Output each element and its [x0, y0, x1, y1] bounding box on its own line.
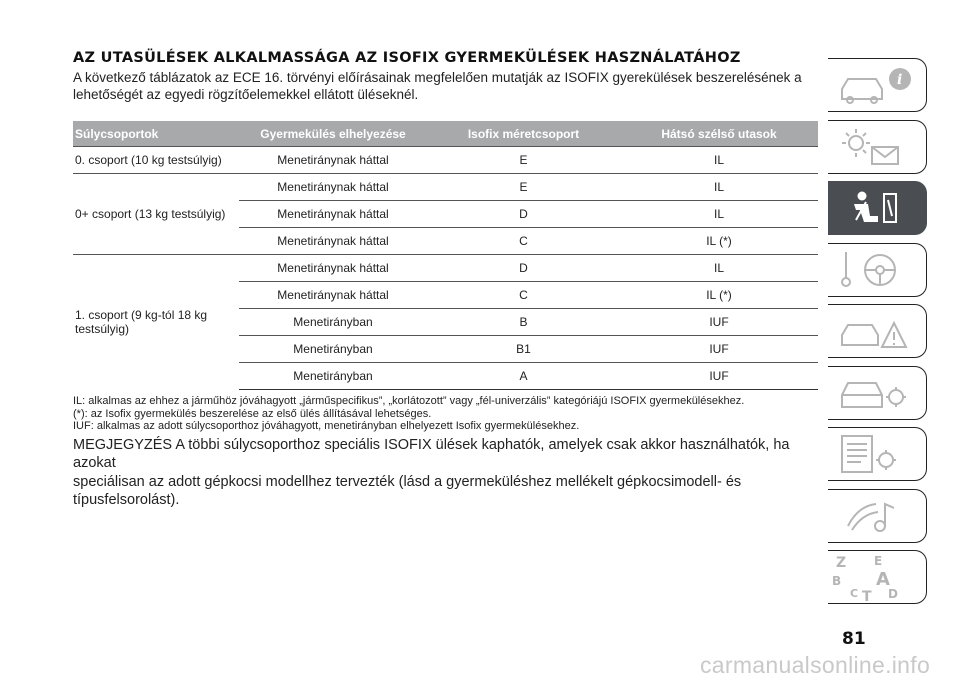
- rear-outer-cell: IL: [620, 255, 818, 282]
- seat-position-cell: Menetiránynak háttal: [239, 201, 427, 228]
- index-letter-z: Z: [836, 555, 847, 571]
- rear-outer-cell: IL: [620, 147, 818, 174]
- page-number: 81: [842, 629, 866, 649]
- table-header-row: [73, 121, 818, 147]
- tab-emergency[interactable]: [828, 304, 927, 358]
- isofix-size-cell: B: [427, 309, 620, 336]
- seat-safety-icon: [828, 182, 926, 234]
- tab-maintenance[interactable]: [828, 366, 927, 420]
- table-notes: [73, 395, 818, 433]
- intro-line-1: A következő táblázatok az ECE 16. törvényi előírásainak megfelelően mutatják az ISOFIX gyerekülések beszerelésének a: [73, 70, 802, 85]
- weight-group-1-line-2: testsúlyig): [75, 322, 130, 337]
- tab-technical-data[interactable]: [828, 427, 927, 481]
- note-il: IL: alkalmas az ehhez a járműhöz jóváhagyott „járműspecifikus”, „korlátozott” vagy „fél-univerzális” kategóriájú ISOFIX gyermekülésekhez.: [73, 395, 745, 407]
- seat-position-cell: Menetiránynak háttal: [239, 255, 427, 282]
- isofix-size-cell: E: [427, 174, 620, 201]
- intro-line-2: lehetőségét az egyedi rögzítőelemekkel ellátott üléseknél.: [73, 87, 419, 102]
- svg-text:i: i: [897, 72, 903, 88]
- index-letter-a: A: [876, 569, 890, 590]
- isofix-size-cell: D: [427, 201, 620, 228]
- note-iuf: IUF: alkalmas az adott súlycsoporthoz jóváhagyott, menetirányban elhelyezett Isofix gyermekülésekhez.: [73, 420, 580, 432]
- note-asterisk: (*): az Isofix gyermekülés beszerelése az első ülés állításával lehetséges.: [73, 407, 432, 420]
- rear-outer-cell: IL: [620, 201, 818, 228]
- car-info-icon: [828, 59, 926, 111]
- seat-position-cell: Menetiránynak háttal: [239, 174, 427, 201]
- seat-position-cell: Menetiránynak háttal: [239, 147, 427, 174]
- rear-outer-cell: IL (*): [620, 282, 818, 309]
- seat-position-cell: Menetiránynak háttal: [239, 282, 427, 309]
- intro-text: [73, 69, 818, 103]
- header-isofix-size: Isofix méretcsoport: [427, 121, 620, 147]
- isofix-size-cell: C: [427, 228, 620, 255]
- megjegyzes-line-1: MEGJEGYZÉS A többi súlycsoporthoz speciális ISOFIX ülések kaphatók, amelyek csak akkor használhatók, ha azokat: [73, 436, 790, 471]
- weight-group-1: [73, 255, 239, 390]
- seat-position-cell: Menetirányban: [239, 336, 427, 363]
- index-letter-e: E: [874, 554, 883, 568]
- tab-multimedia[interactable]: [828, 489, 927, 543]
- emergency-icon: [828, 305, 926, 357]
- header-rear-outer: Hátsó szélső utasok: [620, 121, 818, 147]
- header-weight-group: Súlycsoportok: [73, 121, 239, 147]
- page-content: [73, 50, 818, 510]
- rear-outer-cell: IL: [620, 174, 818, 201]
- table-row: [73, 147, 818, 174]
- isofix-size-cell: B1: [427, 336, 620, 363]
- index-icon: [828, 551, 926, 603]
- watermark: carmanualsonline.info: [700, 652, 931, 678]
- rear-outer-cell: IUF: [620, 336, 818, 363]
- weight-group-0plus: 0+ csoport (13 kg testsúlyig): [73, 174, 239, 255]
- note-megjegyzes: [73, 436, 818, 510]
- tab-index[interactable]: [828, 550, 927, 604]
- warning-lights-icon: [828, 121, 926, 173]
- isofix-table: [73, 121, 818, 390]
- table-row: [73, 174, 818, 201]
- seat-position-cell: Menetirányban: [239, 309, 427, 336]
- starting-driving-icon: [828, 244, 926, 296]
- index-letter-b: B: [832, 574, 842, 588]
- chapter-sidebar: [828, 58, 928, 612]
- rear-outer-cell: IL (*): [620, 228, 818, 255]
- isofix-size-cell: C: [427, 282, 620, 309]
- multimedia-icon: [828, 490, 926, 542]
- isofix-size-cell: D: [427, 255, 620, 282]
- tab-car-info[interactable]: [828, 58, 927, 112]
- header-seat-position: Gyermekülés elhelyezése: [239, 121, 427, 147]
- tab-starting-driving[interactable]: [828, 243, 927, 297]
- tab-warning-lights[interactable]: [828, 120, 927, 174]
- tab-seat-safety[interactable]: [828, 181, 927, 235]
- megjegyzes-line-2: speciálisan az adott gépkocsi modellhez tervezték (lásd a gyermeküléshez mellékelt gépkocsimodell- és típusfelsorolást).: [73, 473, 742, 508]
- weight-group-1-line-1: 1. csoport (9 kg-tól 18 kg: [75, 308, 208, 323]
- isofix-size-cell: A: [427, 363, 620, 390]
- rear-outer-cell: IUF: [620, 363, 818, 390]
- index-letter-t: T: [862, 589, 872, 603]
- maintenance-icon: [828, 367, 926, 419]
- weight-group-0: 0. csoport (10 kg testsúlyig): [73, 147, 239, 174]
- table-row: [73, 255, 818, 282]
- seat-position-cell: Menetiránynak háttal: [239, 228, 427, 255]
- index-letter-d: D: [888, 587, 898, 601]
- seat-position-cell: Menetirányban: [239, 363, 427, 390]
- index-letter-c: C: [850, 587, 859, 600]
- rear-outer-cell: IUF: [620, 309, 818, 336]
- technical-data-icon: [828, 428, 926, 480]
- page-title: AZ UTASÜLÉSEK ALKALMASSÁGA AZ ISOFIX GYERMEKÜLÉSEK HASZNÁLATÁHOZ: [73, 50, 741, 66]
- isofix-size-cell: E: [427, 147, 620, 174]
